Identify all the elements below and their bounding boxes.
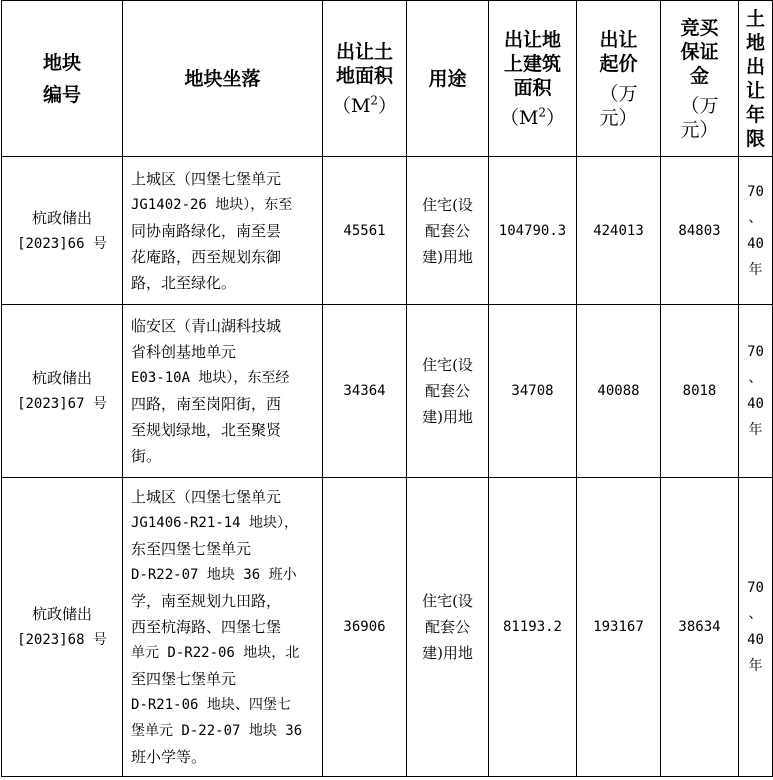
location-cell: 临安区（青山湖科技城 省科创基地单元 E03-10A 地块），东至经 四路，南至岗阳街，西 至规划绿地，北至聚贤 街。 — [123, 305, 323, 478]
start-price-cell: 424013 — [577, 157, 661, 305]
location-cell: 上城区（四堡七堡单元 JG1406-R21-14 地块）， 东至四堡七堡单元 D-R22-07 地块 36 班小 学，南至规划九田路， 西至杭海路、四堡七堡 单元 D-R22-06 地块，北 至四堡七堡单元 D-R21-06 地块、四堡七 堡单元 D-22-07 地块 36 班小学等。 — [123, 478, 323, 777]
land-area-cell: 45561 — [323, 157, 407, 305]
table-row — [2, 305, 773, 478]
land-transfer-table — [1, 0, 773, 777]
building-area-cell: 104790.3 — [489, 157, 577, 305]
deposit-cell: 84803 — [661, 157, 739, 305]
header-use: 用途 — [407, 1, 489, 157]
building-area-cell: 81193.2 — [489, 478, 577, 777]
table-row — [2, 157, 773, 305]
deposit-cell: 38634 — [661, 478, 739, 777]
use-cell: 住宅(设 配套公 建)用地 — [407, 157, 489, 305]
header-deposit: 竞买 保证 金 （万 元） — [661, 1, 739, 157]
land-area-cell: 36906 — [323, 478, 407, 777]
start-price-cell: 193167 — [577, 478, 661, 777]
header-row — [2, 1, 773, 157]
table-row — [2, 478, 773, 777]
plot-id-cell: 杭政储出 [2023]68 号 — [2, 478, 123, 777]
term-cell: 70 、 40 年 — [739, 478, 773, 777]
start-price-cell: 40088 — [577, 305, 661, 478]
header-location: 地块坐落 — [123, 1, 323, 157]
building-area-cell: 34708 — [489, 305, 577, 478]
deposit-cell: 8018 — [661, 305, 739, 478]
term-cell: 70 、 40 年 — [739, 305, 773, 478]
use-cell: 住宅(设 配套公 建)用地 — [407, 305, 489, 478]
use-cell: 住宅(设 配套公 建)用地 — [407, 478, 489, 777]
header-plot-id: 地块 编号 — [2, 1, 123, 157]
location-cell: 上城区（四堡七堡单元 JG1402-26 地块），东至 同协南路绿化，南至昙 花庵路，西至规划东御 路，北至绿化。 — [123, 157, 323, 305]
plot-id-cell: 杭政储出 [2023]67 号 — [2, 305, 123, 478]
land-area-cell: 34364 — [323, 305, 407, 478]
header-term: 土 地 出 让 年 限 — [739, 1, 773, 157]
term-cell: 70 、 40 年 — [739, 157, 773, 305]
header-building-area: 出让地 上建筑 面积 $(M^2)$ — [489, 1, 577, 157]
header-land-area: 出让土 地面积 $(M^2)$ — [323, 1, 407, 157]
plot-id-cell: 杭政储出 [2023]66 号 — [2, 157, 123, 305]
header-start-price: 出让 起价 （万 元） — [577, 1, 661, 157]
